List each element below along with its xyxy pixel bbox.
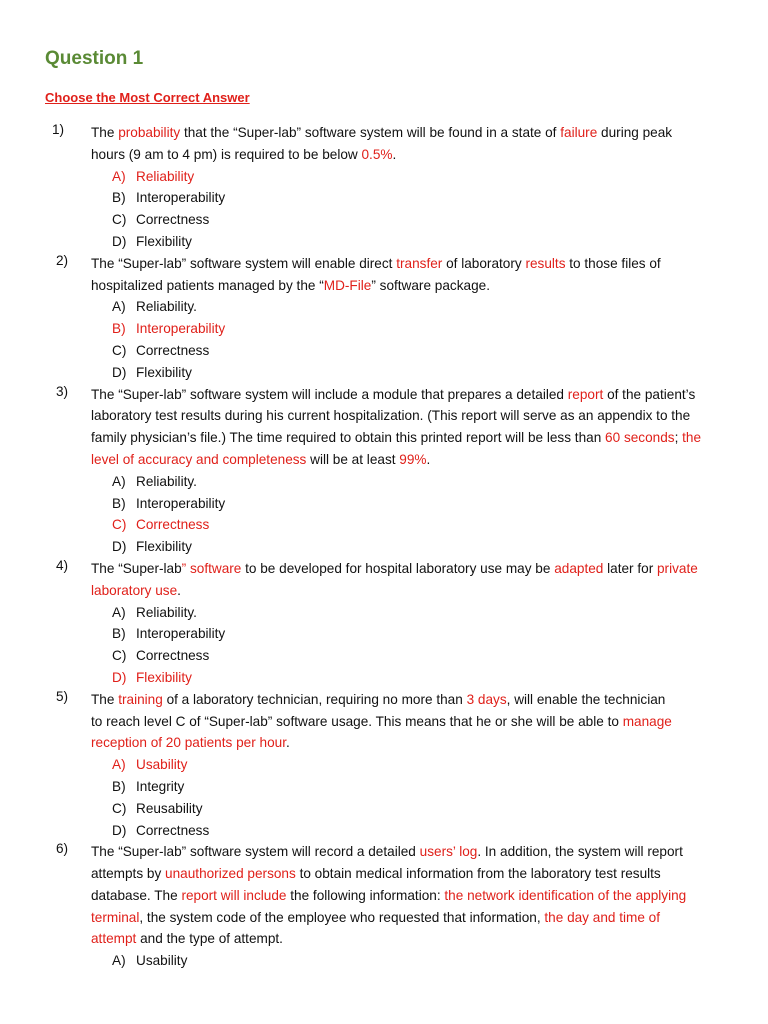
- highlighted-text: MD-File: [323, 277, 372, 293]
- highlighted-text: reception of 20 patients per hour: [91, 735, 286, 751]
- question-number: 5): [56, 688, 69, 704]
- answer-option: [0, 776, 768, 798]
- highlighted-text: 0.5%: [361, 146, 393, 162]
- question-text: The: [91, 691, 119, 707]
- answer-option: [0, 667, 768, 689]
- highlighted-text: failure: [560, 125, 598, 140]
- option-letter: A): [112, 604, 126, 620]
- answer-option: [0, 602, 768, 624]
- question-text-line: [91, 689, 768, 711]
- option-text: Correctness: [136, 648, 210, 664]
- question-text: during peak: [597, 125, 673, 140]
- question-text: to reach level C of “Super-lab” software usage. This means that he or she will be able to: [91, 713, 623, 729]
- question-text: to be developed for hospital laboratory use may be: [241, 560, 555, 576]
- option-letter: B): [112, 321, 126, 337]
- question-text-line: [91, 144, 768, 166]
- answer-option: [0, 820, 768, 842]
- answer-option: [0, 296, 768, 318]
- option-text: Reusability: [136, 800, 203, 816]
- question-text-line: [91, 558, 768, 580]
- answer-option: [0, 340, 768, 362]
- highlighted-text: ” software: [181, 560, 242, 576]
- option-text: Usability: [136, 953, 188, 969]
- question-number: 2): [56, 252, 69, 268]
- instructions-heading: Choose the Most Correct Answer: [45, 90, 250, 105]
- highlighted-text: training: [118, 691, 163, 707]
- answer-option: [0, 166, 768, 188]
- question-text-line: [91, 275, 768, 297]
- option-text: Usability: [136, 757, 188, 773]
- question-text: hours (9 am to 4 pm) is required to be below: [91, 146, 362, 162]
- highlighted-text: 99%: [399, 451, 427, 467]
- answer-option: [0, 754, 768, 776]
- option-text: Reliability: [136, 168, 195, 184]
- highlighted-text: laboratory use: [91, 582, 178, 598]
- highlighted-text: report will include: [181, 887, 287, 903]
- question-text: ;: [674, 430, 683, 446]
- answer-option: [0, 209, 768, 231]
- answer-option: [0, 187, 768, 209]
- highlighted-text: attempt: [91, 931, 137, 947]
- option-letter: C): [112, 517, 127, 533]
- highlighted-text: 3 days: [466, 691, 507, 707]
- question-item: [0, 253, 768, 384]
- option-letter: B): [112, 778, 126, 794]
- question-text: The “Super-lab” software system will include a module that prepares a detailed: [91, 386, 568, 402]
- option-letter: D): [112, 669, 127, 685]
- highlighted-text: private: [657, 560, 698, 576]
- question-text-line: [91, 841, 768, 863]
- question-text: .: [426, 451, 431, 467]
- question-text-line: [91, 122, 768, 144]
- question-text-line: [91, 427, 768, 449]
- option-letter: B): [112, 495, 126, 511]
- question-text: . In addition, the system will report: [477, 844, 683, 860]
- question-text-line: [91, 928, 768, 950]
- highlighted-text: results: [525, 255, 566, 271]
- question-text: later for: [603, 560, 657, 576]
- question-text: .: [392, 146, 397, 162]
- question-item: [0, 558, 768, 689]
- question-text: The “Super-lab” software system will record a detailed: [91, 844, 420, 860]
- highlighted-text: terminal: [91, 909, 140, 925]
- question-text: The: [91, 125, 119, 140]
- answer-option: [0, 950, 768, 972]
- answer-option: [0, 536, 768, 558]
- question-text: The “Super-lab: [91, 560, 182, 576]
- option-letter: D): [112, 822, 127, 838]
- question-item: [0, 841, 768, 972]
- question-text: attempts by: [91, 866, 166, 882]
- option-text: Correctness: [136, 517, 210, 533]
- option-text: Reliability.: [136, 604, 197, 620]
- question-text: ” software package.: [371, 277, 490, 293]
- question-text-line: [91, 405, 768, 427]
- answer-option: [0, 514, 768, 536]
- option-text: Interoperability: [136, 321, 226, 337]
- question-text: that the “Super-lab” software system will be found in a state of: [180, 125, 561, 140]
- question-text: , will enable the technician: [506, 691, 666, 707]
- option-text: Interoperability: [136, 190, 226, 206]
- question-text: database. The: [91, 887, 182, 903]
- question-text: of laboratory: [442, 255, 526, 271]
- question-text: of the patient’s: [603, 386, 696, 402]
- highlighted-text: manage: [622, 713, 672, 729]
- option-letter: A): [112, 473, 126, 489]
- question-text: of a laboratory technician, requiring no more than: [162, 691, 467, 707]
- option-text: Flexibility: [136, 364, 192, 380]
- question-number: 4): [56, 557, 69, 573]
- question-item: [0, 122, 768, 253]
- option-letter: D): [112, 233, 127, 249]
- question-text-line: [91, 863, 768, 885]
- question-text-line: [91, 580, 768, 602]
- highlighted-text: probability: [118, 125, 181, 140]
- option-letter: C): [112, 648, 127, 664]
- option-letter: A): [112, 299, 126, 315]
- option-text: Correctness: [136, 822, 210, 838]
- question-text: to those files of: [565, 255, 661, 271]
- question-text-line: [91, 907, 768, 929]
- option-text: Integrity: [136, 778, 185, 794]
- question-text-line: [91, 885, 768, 907]
- option-letter: C): [112, 212, 127, 228]
- question-text: the following information:: [286, 887, 445, 903]
- question-text: The “Super-lab” software system will enable direct: [91, 255, 397, 271]
- question-list: [0, 122, 768, 972]
- highlighted-text: adapted: [554, 560, 604, 576]
- question-text: to obtain medical information from the laboratory test results: [295, 866, 661, 882]
- answer-option: [0, 645, 768, 667]
- highlighted-text: level of accuracy and completeness: [91, 451, 307, 467]
- highlighted-text: unauthorized persons: [165, 866, 296, 882]
- highlighted-text: the day and time of: [544, 909, 661, 925]
- option-text: Reliability.: [136, 299, 197, 315]
- option-text: Flexibility: [136, 233, 192, 249]
- question-item: [0, 384, 768, 558]
- option-letter: C): [112, 800, 127, 816]
- option-text: Interoperability: [136, 495, 226, 511]
- option-letter: D): [112, 539, 127, 555]
- highlighted-text: transfer: [396, 255, 443, 271]
- option-letter: D): [112, 364, 127, 380]
- question-item: [0, 689, 768, 842]
- question-text: and the type of attempt.: [136, 931, 283, 947]
- question-text: , the system code of the employee who requested that information,: [139, 909, 545, 925]
- question-text: hospitalized patients managed by the “: [91, 277, 324, 293]
- answer-option: [0, 623, 768, 645]
- highlighted-text: the: [682, 430, 702, 446]
- option-letter: A): [112, 168, 126, 184]
- answer-option: [0, 318, 768, 340]
- question-text-line: [91, 711, 768, 733]
- answer-option: [0, 362, 768, 384]
- option-letter: A): [112, 757, 126, 773]
- option-text: Reliability.: [136, 473, 197, 489]
- option-text: Correctness: [136, 212, 210, 228]
- question-number: 6): [56, 841, 69, 857]
- question-text: laboratory test results during his current hospitalization. (This report will serve as an appendix to the: [91, 408, 691, 424]
- option-text: Flexibility: [136, 539, 192, 555]
- question-text-line: [91, 449, 768, 471]
- question-text: .: [285, 735, 290, 751]
- highlighted-text: the network identification of the applying: [444, 887, 687, 903]
- highlighted-text: users’ log: [419, 844, 478, 860]
- question-number: 1): [52, 122, 65, 137]
- question-text-line: [91, 253, 768, 275]
- question-text: .: [177, 582, 181, 598]
- option-text: Flexibility: [136, 669, 192, 685]
- question-text: family physician’s file.) The time required to obtain this printed report will be less than: [91, 430, 606, 446]
- option-letter: B): [112, 626, 126, 642]
- page-title: Question 1: [45, 48, 144, 69]
- question-number: 3): [56, 383, 69, 399]
- option-text: Correctness: [136, 342, 210, 358]
- option-letter: B): [112, 190, 126, 206]
- answer-option: [0, 471, 768, 493]
- question-text: will be at least: [306, 451, 400, 467]
- question-text-line: [91, 732, 768, 754]
- option-letter: A): [112, 953, 126, 969]
- option-text: Interoperability: [136, 626, 226, 642]
- answer-option: [0, 493, 768, 515]
- option-letter: C): [112, 342, 127, 358]
- question-text-line: [91, 384, 768, 406]
- answer-option: [0, 798, 768, 820]
- highlighted-text: report: [567, 386, 604, 402]
- answer-option: [0, 231, 768, 253]
- highlighted-text: 60 seconds: [605, 430, 675, 446]
